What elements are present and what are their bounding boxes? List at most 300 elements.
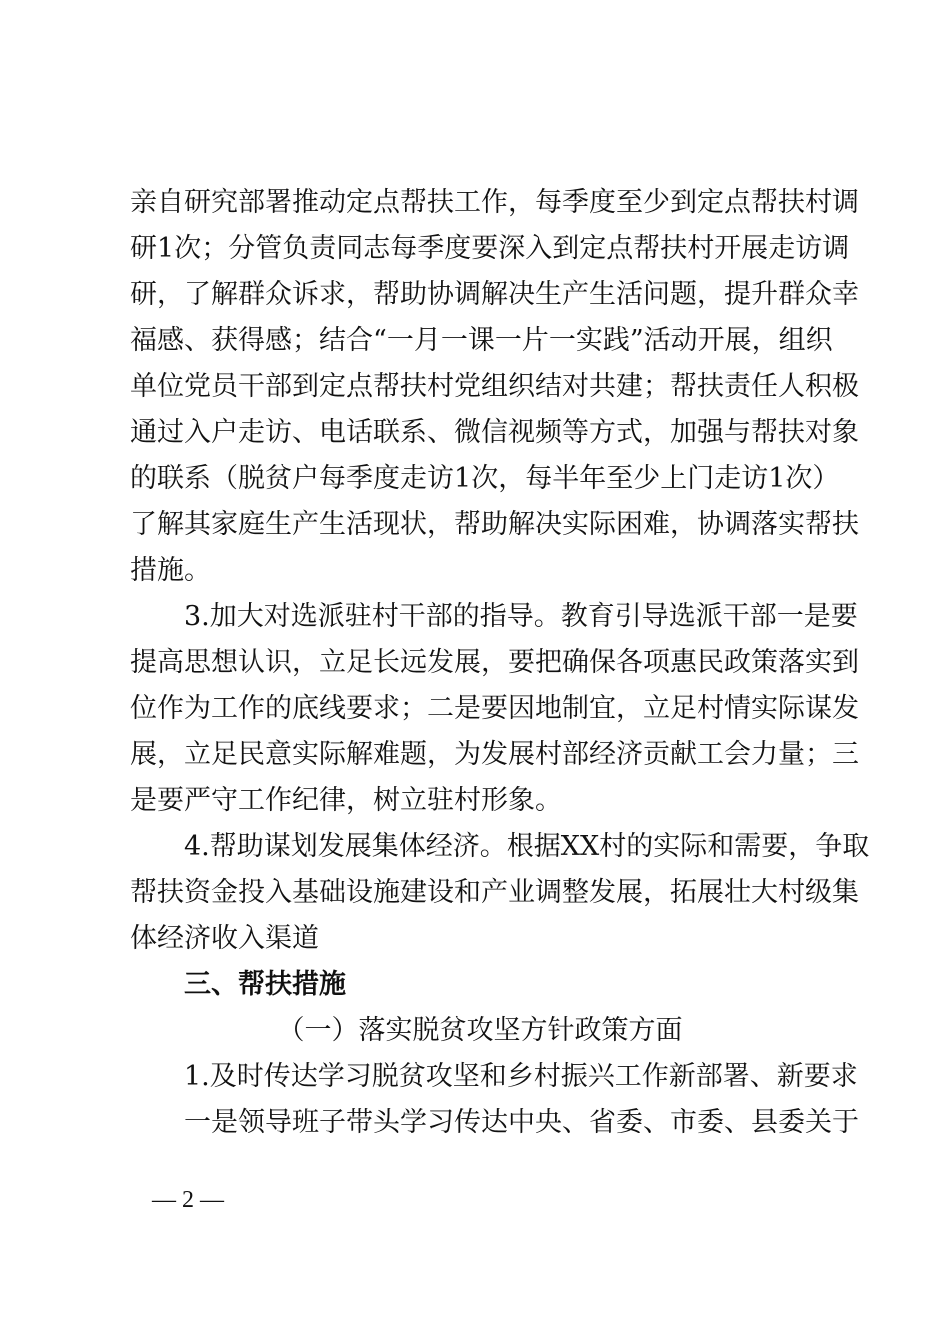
paragraph-line [130,318,833,364]
glyph: ， [643,417,670,448]
glyph: 难 [643,509,670,540]
glyph: 驻 [344,601,372,632]
glyph: ， [427,509,454,540]
glyph: 惠 [670,647,697,678]
glyph: 开 [697,325,725,356]
glyph: 实 [292,739,319,770]
glyph: 解 [481,279,508,310]
glyph: 建 [400,877,427,908]
glyph: 情 [724,693,751,724]
glyph: 际 [680,831,708,862]
glyph: 帮 [209,831,237,862]
glyph: 解 [211,279,238,310]
glyph: ， [697,279,724,310]
glyph: 帮 [751,187,778,218]
glyph: 扶 [660,233,688,264]
glyph: 活 [643,325,671,356]
glyph: 落 [751,509,778,540]
glyph: 调 [454,279,481,310]
glyph: 各 [616,647,643,678]
glyph: 等 [562,417,589,448]
glyph: 实 [653,831,681,862]
glyph: 实 [575,325,603,356]
glyph: 大 [236,601,264,632]
glyph: 研 [184,187,211,218]
glyph: 生 [319,509,346,540]
glyph: 确 [562,647,589,678]
glyph: 部 [562,739,589,770]
glyph: 远 [400,647,427,678]
glyph: 解 [346,739,373,770]
glyph: 协 [427,279,454,310]
glyph: 半 [552,463,580,494]
glyph: 组 [778,325,806,356]
glyph: 任 [751,371,778,402]
glyph: 次 [785,463,813,494]
glyph: 是 [803,601,831,632]
glyph: 要 [346,693,373,724]
page-number: — 2 — [152,1187,224,1213]
glyph: 足 [211,739,238,770]
glyph: 位 [157,371,184,402]
glyph: 业 [508,877,535,908]
glyph: ” [629,325,644,356]
glyph: 谋 [263,831,291,862]
glyph: 通 [130,417,157,448]
glyph: 脱 [238,463,265,494]
paragraph-line [130,226,850,272]
glyph: 。 [533,601,561,632]
glyph: 、 [562,1107,589,1138]
glyph: 共 [589,371,616,402]
glyph: 宜 [589,693,616,724]
glyph: ） [812,463,840,494]
glyph: 、 [427,417,454,448]
glyph: 发 [832,693,859,724]
glyph: 亲 [130,187,157,218]
glyph: 部 [749,601,777,632]
glyph: 季 [346,463,373,494]
glyph: 门 [687,463,715,494]
glyph: 决 [535,509,562,540]
glyph: 指 [479,601,507,632]
glyph: 究 [211,187,238,218]
glyph: 位 [130,693,157,724]
glyph: 季 [417,233,445,264]
paragraph-line: 体经济收入渠道 [130,923,319,954]
glyph: 委 [697,1107,724,1138]
glyph: 、 [724,1107,751,1138]
glyph: 提 [724,279,751,310]
glyph: 一 [776,601,804,632]
glyph: 践 [602,325,630,356]
paragraph-line [130,870,859,916]
glyph: 感 [157,325,184,356]
glyph: 开 [714,233,742,264]
glyph: 子 [319,1107,346,1138]
glyph: 调 [832,187,859,218]
glyph: 落 [778,647,805,678]
glyph: 点 [373,187,400,218]
glyph: 自 [157,187,184,218]
glyph: 调 [822,233,850,264]
glyph: 加 [670,417,697,448]
glyph: 课 [467,325,495,356]
glyph: 要 [761,831,789,862]
glyph: 和 [707,831,735,862]
glyph: 关 [805,1107,832,1138]
glyph: 干 [238,371,265,402]
glyph: 决 [508,279,535,310]
glyph: 少 [643,187,670,218]
glyph: 为 [184,693,211,724]
glyph: 众 [805,279,832,310]
glyph: 问 [643,279,670,310]
glyph: 际 [778,693,805,724]
glyph: 头 [373,1107,400,1138]
glyph: 足 [670,693,697,724]
glyph: 制 [562,693,589,724]
glyph: 展 [616,877,643,908]
glyph: 要 [471,233,499,264]
glyph: 季 [562,187,589,218]
glyph: 积 [805,371,832,402]
glyph: ， [346,279,373,310]
glyph: 习 [427,1107,454,1138]
glyph: 委 [778,1107,805,1138]
glyph: 一 [184,1107,211,1138]
glyph: 到 [292,371,319,402]
glyph: 经 [425,831,453,862]
glyph: 入 [525,233,553,264]
glyph: 联 [157,463,184,494]
glyph: 据 [533,831,561,862]
glyph: 实 [562,509,589,540]
glyph: 设 [427,877,454,908]
glyph: 派 [317,601,345,632]
glyph: ， [508,187,535,218]
paragraph-line [184,1100,859,1146]
glyph: 幸 [832,279,859,310]
glyph: （ [211,463,238,494]
glyph: 思 [184,647,211,678]
glyph: 传 [454,1107,481,1138]
paragraph-line: 措施。 [130,555,211,586]
glyph: 础 [319,877,346,908]
glyph: 访 [427,463,454,494]
glyph: 对 [805,417,832,448]
glyph: 民 [697,647,724,678]
glyph: 调 [724,509,751,540]
glyph: 展 [724,325,752,356]
glyph: 状 [400,509,427,540]
glyph: 部 [238,187,265,218]
paragraph-line [130,410,859,456]
glyph: 策 [751,647,778,678]
glyph: 作 [157,693,184,724]
glyph: 至 [606,463,634,494]
glyph: 。 [479,831,507,862]
glyph: 选 [290,601,318,632]
glyph: 群 [778,279,805,310]
glyph: 底 [292,693,319,724]
glyph: 的 [130,463,157,494]
glyph: 同 [336,233,364,264]
section-heading: 三、帮扶措施 [184,969,346,1000]
glyph: 到 [552,233,580,264]
glyph: 级 [805,877,832,908]
paragraph-line [130,732,859,778]
paragraph-line [130,364,859,410]
glyph: 扶 [778,417,805,448]
glyph: 保 [589,647,616,678]
glyph: 县 [751,1107,778,1138]
glyph: ， [643,877,670,908]
glyph: 定 [579,233,607,264]
glyph: 3. [184,601,210,632]
glyph: 贡 [643,739,670,770]
glyph: 组 [481,371,508,402]
glyph: 1 [454,463,472,494]
glyph: 对 [562,371,589,402]
glyph: 三 [832,739,859,770]
glyph: 争 [815,831,843,862]
glyph: 村 [599,831,627,862]
glyph: 升 [751,279,778,310]
glyph: 署 [265,187,292,218]
glyph: 发 [589,877,616,908]
glyph: 金 [211,877,238,908]
glyph: 极 [832,371,859,402]
glyph: 户 [211,417,238,448]
glyph: 经 [589,739,616,770]
glyph: 立 [184,739,211,770]
glyph: ， [498,463,526,494]
glyph: 要 [830,601,858,632]
glyph: ， [157,739,184,770]
glyph: 党 [454,371,481,402]
glyph: 入 [265,877,292,908]
glyph: 、 [184,325,211,356]
glyph: 推 [292,187,319,218]
glyph: 定 [346,187,373,218]
glyph: ， [788,831,816,862]
glyph: 扶 [832,509,859,540]
glyph: 作 [238,693,265,724]
glyph: 1 [157,233,175,264]
glyph: 4. [184,831,210,862]
glyph: 福 [130,325,157,356]
glyph: 干 [722,601,750,632]
glyph: 访 [741,463,769,494]
glyph: 教 [560,601,588,632]
glyph: 和 [454,877,481,908]
glyph: 扶 [157,877,184,908]
glyph: 想 [211,647,238,678]
glyph: 资 [184,877,211,908]
glyph: ； [201,233,229,264]
glyph: 户 [292,463,319,494]
glyph: 帮 [400,187,427,218]
glyph: 志 [363,233,391,264]
glyph: 实 [751,693,778,724]
glyph: 织 [508,371,535,402]
paragraph-line [184,824,870,870]
glyph: 的 [626,831,654,862]
glyph: 展 [454,647,481,678]
glyph: 、 [292,417,319,448]
glyph: XX [560,831,600,862]
glyph: 投 [238,877,265,908]
glyph: ， [292,647,319,678]
glyph: 访 [795,233,823,264]
glyph: 根 [506,831,534,862]
paragraph-line [130,456,840,502]
paragraph-line: 1.及时传达学习脱贫攻坚和乡村振兴工作新部署、新要求 [184,1061,858,1092]
glyph: 片 [521,325,549,356]
glyph: ， [157,279,184,310]
glyph: 活 [346,509,373,540]
glyph: 产 [481,877,508,908]
glyph: 壮 [724,877,751,908]
glyph: 视 [508,417,535,448]
glyph: 织 [805,325,833,356]
glyph: 村 [778,877,805,908]
glyph: 委 [616,1107,643,1138]
glyph: ， [670,509,697,540]
glyph: 协 [697,509,724,540]
glyph: 施 [373,877,400,908]
glyph: 拓 [670,877,697,908]
glyph: 济 [616,739,643,770]
glyph: 部 [265,371,292,402]
glyph: 取 [842,831,870,862]
glyph: 活 [616,279,643,310]
glyph: 帮 [373,371,400,402]
glyph: 划 [290,831,318,862]
glyph: 得 [238,325,265,356]
glyph: ， [616,693,643,724]
glyph: ； [400,693,427,724]
glyph: 点 [606,233,634,264]
glyph: 分 [228,233,256,264]
glyph: 过 [157,417,184,448]
glyph: 动 [319,187,346,218]
glyph: 产 [292,509,319,540]
glyph: 识 [265,647,292,678]
glyph: 干 [398,601,426,632]
glyph: 系 [400,417,427,448]
glyph: 象 [832,417,859,448]
glyph: ， [481,647,508,678]
glyph: 一 [548,325,576,356]
glyph: 导 [641,601,669,632]
glyph: 集 [832,877,859,908]
glyph: 月 [413,325,441,356]
glyph: 展 [697,877,724,908]
glyph: 度 [589,187,616,218]
glyph: 贫 [265,463,292,494]
glyph: 群 [238,279,265,310]
glyph: 扶 [400,371,427,402]
glyph: 要 [508,647,535,678]
glyph: 于 [832,1107,859,1138]
glyph: 需 [734,831,762,862]
glyph: 到 [670,187,697,218]
glyph: 了 [130,509,157,540]
glyph: 获 [211,325,238,356]
glyph: ； [805,739,832,770]
glyph: 济 [452,831,480,862]
glyph: 是 [454,693,481,724]
glyph: 点 [724,187,751,218]
glyph: 访 [265,417,292,448]
glyph: 话 [346,417,373,448]
glyph: 带 [346,1107,373,1138]
paragraph-line [130,502,859,548]
glyph: 选 [668,601,696,632]
glyph: 强 [697,417,724,448]
glyph: 省 [589,1107,616,1138]
glyph: 帮 [805,509,832,540]
glyph: 定 [697,187,724,218]
glyph: 每 [319,463,346,494]
glyph: 助 [481,509,508,540]
glyph: 走 [714,463,742,494]
glyph: 工 [697,739,724,770]
glyph: 电 [319,417,346,448]
glyph: 立 [319,647,346,678]
glyph: 众 [265,279,292,310]
glyph: 次 [174,233,202,264]
glyph: 、 [643,1107,670,1138]
glyph: 走 [238,417,265,448]
glyph: 责 [309,233,337,264]
glyph: 员 [211,371,238,402]
glyph: 意 [265,739,292,770]
glyph: 高 [157,647,184,678]
glyph: 大 [751,877,778,908]
glyph: 献 [670,739,697,770]
paragraph-line [130,180,859,226]
glyph: 加 [209,601,237,632]
glyph: 是 [211,1107,238,1138]
glyph: 一 [386,325,414,356]
glyph: 了 [184,279,211,310]
glyph: 频 [535,417,562,448]
glyph: 上 [660,463,688,494]
glyph: 难 [373,739,400,770]
glyph: 次 [471,463,499,494]
glyph: 诉 [292,279,319,310]
glyph: 信 [481,417,508,448]
glyph: ； [643,371,670,402]
glyph: 走 [768,233,796,264]
glyph: 发 [317,831,345,862]
glyph: 帮 [373,279,400,310]
glyph: 每 [390,233,418,264]
glyph: 立 [643,693,670,724]
glyph: 帮 [633,233,661,264]
glyph: 合 [346,325,373,356]
paragraph-line: 是要严守工作纪律，树立驻村形象。 [130,785,562,816]
glyph: 达 [481,1107,508,1138]
glyph: 每 [535,187,562,218]
glyph: 求 [373,693,400,724]
glyph: 的 [265,693,292,724]
glyph: ， [751,325,779,356]
glyph: 展 [741,233,769,264]
